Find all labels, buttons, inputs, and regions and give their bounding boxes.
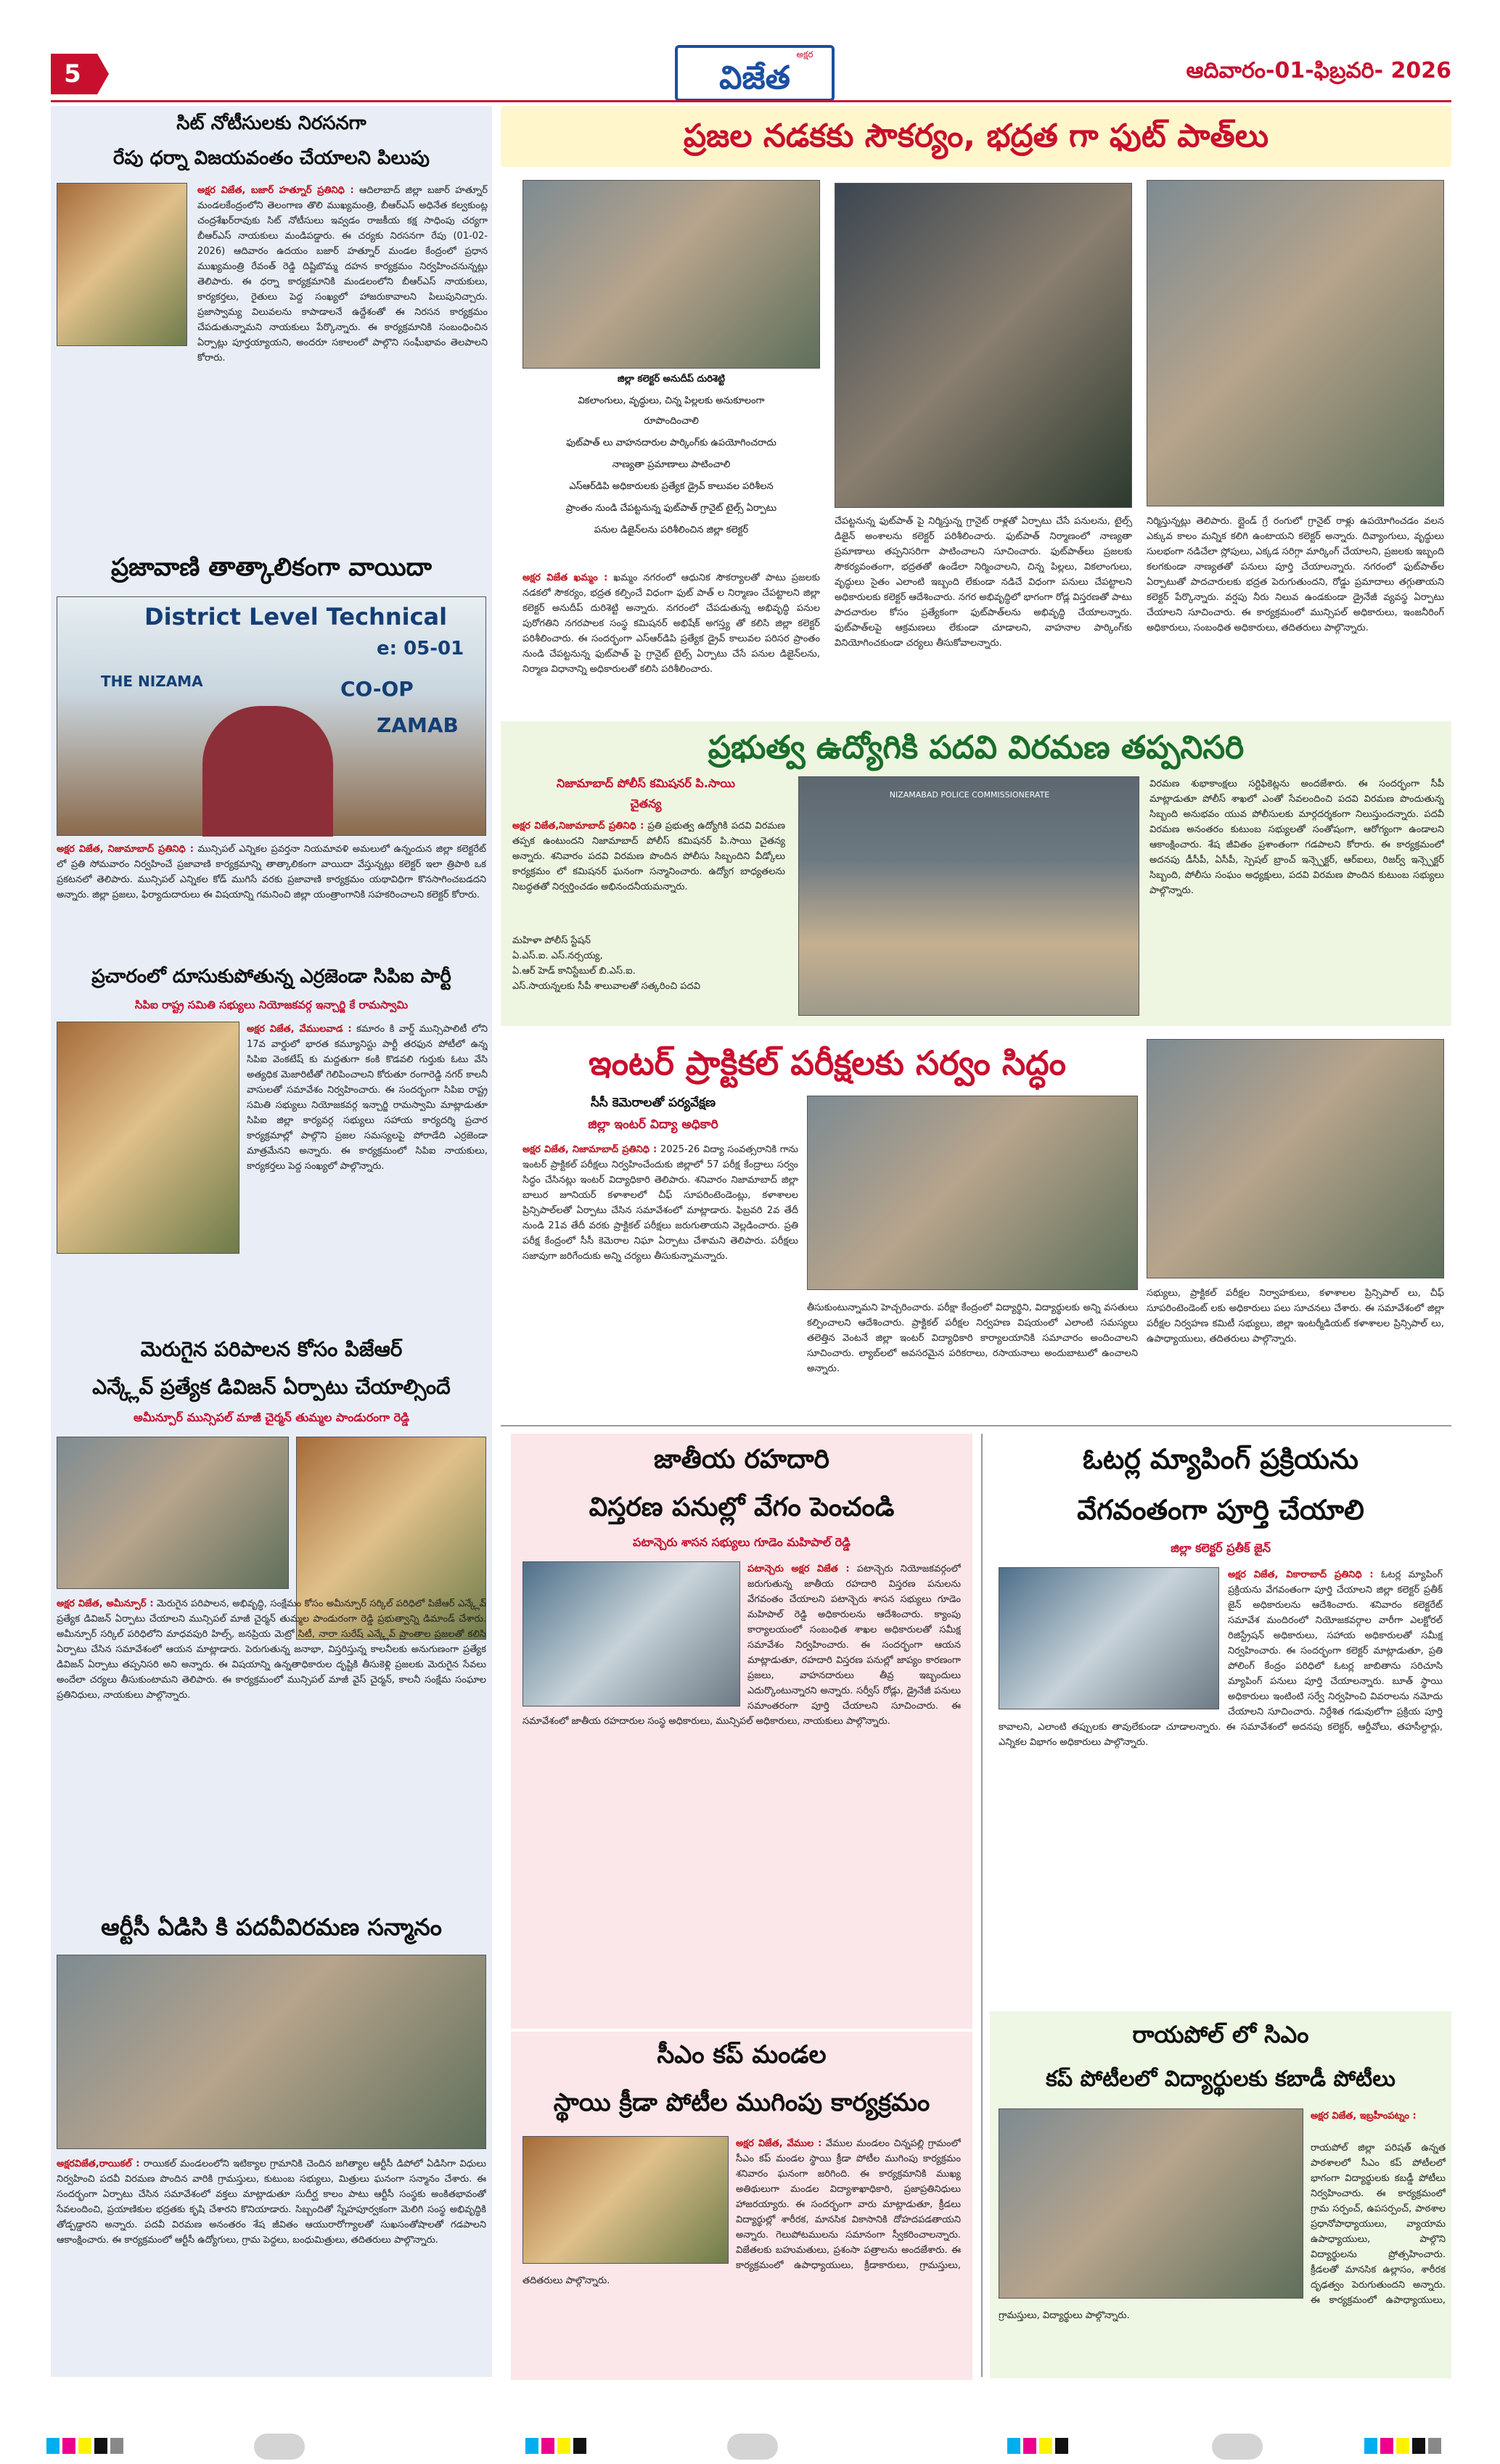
- cmyk-yellow: [1396, 2438, 1409, 2454]
- a4-text: [57, 1596, 486, 1901]
- masthead-rule: [51, 100, 1451, 102]
- footer-marks-4: [1364, 2438, 1466, 2457]
- a4-photo-1: [57, 1437, 289, 1589]
- kabaddi-text: [999, 2140, 1446, 2373]
- cmyk-cyan: [525, 2438, 538, 2454]
- cmyk-black: [1055, 2438, 1068, 2454]
- cmyk-cyan: [1364, 2438, 1377, 2454]
- cmcup-text: [522, 2136, 961, 2375]
- a2-photo-banner-5: ZAMAB: [377, 713, 459, 737]
- a2-photo-banner-2: e: 05-01: [377, 638, 464, 660]
- retire-text-1: [512, 818, 785, 927]
- inter-text-3: [1147, 1286, 1444, 1418]
- page-number: 5: [64, 59, 81, 89]
- footpath-caption-6: ఎస్‌ఆర్‌డిపి అధికారులకు ప్రత్యేక డ్రైవ్ కాలువల పరిశీలన: [569, 481, 774, 492]
- a1-title-2: రేపు ధర్నా విజయవంతం చేయాలని పిలుపు: [113, 147, 430, 169]
- highway-photo-spacer: [522, 1561, 747, 1711]
- inter-body-2: తీసుకుంటున్నామని హెచ్చరించారు. పరీక్షా కేంద్రంలో విద్యార్థిని, విద్యార్థులకు అన్ని వసతులు కల్పించాలని ఆదేశించారు. ప్రాక్టికల్ పరీక్షల నిర్వహణ విషయంలో ఎలాంటి సమస్యలు తలెత్తిన వెంటనే జిల్లా ఇంటర్ విద్యాధికారి కార్యాలయానికి సమాచారం అందించాలని సూచించారు. ల్యాబ్‌లలో అవసరమైన పరికరాలు, రసాయనాలు అందుబాటులో ఉంచాలని అన్నారు.: [807, 1302, 1138, 1374]
- a3-text: [247, 1022, 488, 1326]
- cmyk-black: [94, 2438, 107, 2454]
- inter-text-1: [522, 1142, 798, 1418]
- a2-title: ప్రజావాణి తాత్కాలికంగా వాయిదా: [110, 553, 432, 582]
- cmyk-magenta: [1380, 2438, 1393, 2454]
- a5-body: రాయికల్ మండలంలోని ఇటిక్యాల గ్రామానికి చెందిన జగిత్యాల ఆర్టీసీ డిపోలో ఏడిసిగా విధులు నిర్వహించి పదవీ విరమణ పొందిన వారికి గ్రామస్తులు, కుటుంబ సభ్యులు, మిత్రులు ఘనంగా సన్మానం చేశారు. ఈ సందర్భంగా ఏర్పాటు చేసిన సమావేశంలో వక్తలు మాట్లాడుతూ సుదీర్ఘ కాలం పాటు ఆర్టీసీ సంస్థకు అంకితభావంతో సేవలందించి, ప్రయాణికుల భద్రతకు కృషి చేశారని కొనియాడారు. సిబ్బందితో స్నేహపూర్వకంగా మెలిగి సంస్థ అభివృద్ధికి తోడ్పడ్డారని అన్నారు. పదవీ విరమణ అనంతరం శేష జీవితం ఆయురారోగ్యాలతో సుఖసంతోషాలతో గడపాలని ఆకాంక్షించారు. ఈ కార్యక్రమంలో ఆర్టీసీ ఉద్యోగులు, గ్రామ పెద్దలు, బంధుమిత్రులు, తదితరులు పాల్గొన్నారు.: [57, 2159, 486, 2246]
- cmcup-body: వేముల మండలం చిన్నపల్లి గ్రామంలో సీఎం కప్ మండల స్థాయి క్రీడా పోటీల ముగింపు కార్యక్రమం శనివారం ఘనంగా జరిగింది. ఈ కార్యక్రమానికి ముఖ్య అతిథులుగా మండల విద్యాశాఖాధికారి, ప్రజాప్రతినిధులు హాజరయ్యారు. ఈ సందర్భంగా వారు మాట్లాడుతూ, క్రీడలు విద్యార్థుల్లో శారీరక, మానసిక వికాసానికి దోహదపడతాయని అన్నారు. గెలుపోటములను సమానంగా స్వీకరించాలన్నారు. విజేతలకు బహుమతులు, ప్రశంసా పత్రాలను అందజేశారు. ఈ కార్యక్రమంలో ఉపాధ్యాయులు, క్రీడాకారులు, గ్రామస్తులు, తదితరులు పాల్గొన్నారు.: [522, 2138, 961, 2286]
- inter-rule: [501, 1425, 1451, 1426]
- a3-body: కమారం కి వార్డ్ మున్సిపాలిటీ లోని 17వ వార్డులో భారత కమ్యూనిస్టు పార్టీ తరఫున పోటీలో ఉన్న సిపిఐ వెంకటేష్ కు మద్దతుగా కంకి కొడవలి గుర్తుకు ఓటు వేసి అత్యధిక మెజారిటీతో గెలిపించాలని కోరుతూ రంగారెడ్డి నగర్ కాలనీ వాసులతో సమావేశం నిర్వహించారు. ఈ సందర్భంగా సిపిఐ రాష్ట్ర సమితి సభ్యులు నియోజకవర్గ ఇన్చార్జి రామస్వామి మాట్లాడుతూ సిపిఐ జిల్లా కార్యవర్గ సభ్యులు సహాయ కార్యదర్శి ప్రచార కార్యక్రమాల్లో పాల్గొని ప్రజల సమస్యలపై పోరాడేది ఎర్రజెండా మాత్రమేనని అన్నారు. ఈ కార్యక్రమంలో సిపిఐ నాయకులు, కార్యకర్తలు పెద్ద సంఖ్యలో పాల్గొన్నారు.: [247, 1024, 488, 1172]
- a2-photo: [57, 596, 486, 836]
- footpath-body-3: నిర్మిస్తున్నట్లు తెలిపారు. బ్లైండ్ గ్రే రంగులో గ్రానైట్ రాళ్లు ఉపయోగించడం వలన ఎక్కువ కాలం మన్నిక కలిగి ఉంటాయని కలెక్టర్ అన్నారు. దివ్యాంగులు, వృద్ధులు సులభంగా నడిచేలా స్లోపులు, ఎక్కడ సరిగ్గా మార్కింగ్ చేయాలని, ప్రజలకు ఇబ్బంది కలగకుండా నాణ్యతతో పనులు పూర్తి చేయాలన్నారు. నగరంలో ఫుట్‌పాత్‌ల ఏర్పాటుతో పాదచారులకు భద్రత పెరుగుతుందని, రోడ్డు ప్రమాదాలు తగ్గుతాయని కలెక్టర్ పేర్కొన్నారు. వర్షపు నీరు నిలువ ఉండకుండా డ్రైనేజీ వ్యవస్థ ఏర్పాటు చేయాలని సూచించారు. ఈ కార్యక్రమంలో మున్సిపల్ అధికారులు, ఇంజనీరింగ్ అధికారులు, సంబంధిత అధికారులు, తదితరులు పాల్గొన్నారు.: [1147, 516, 1444, 633]
- footpath-captions: [522, 371, 820, 567]
- register-mark-3: [1212, 2434, 1263, 2460]
- retire-names: మహిళా పోలీస్ స్టేషన్ ఏ.ఎస్.ఐ. ఎస్.నర్సయ్య, ఏ.ఆర్ హెడ్ కానిస్టేబుల్ బి.ఎస్.ఐ. ఎస్.సాయన్నలకు సీపీ శాలువాలతో సత్కరించి పదవి: [512, 935, 700, 992]
- voters-title-1: ఓటర్ల మ్యాపింగ్ ప్రక్రియను: [1083, 1443, 1358, 1475]
- masthead-logo: [675, 45, 835, 102]
- footpath-byline: అక్షర విజేత ఖమ్మం :: [522, 572, 608, 583]
- footpath-caption-3: రూపొందించాలి: [644, 416, 699, 427]
- retire-subtitle-1: నిజామాబాద్ పోలీస్ కమిషనర్ పి.సాయి: [557, 776, 735, 790]
- masthead-date: ఆదివారం-01-ఫిబ్రవరి- 2026: [1186, 58, 1451, 83]
- inter-title: ఇంటర్ ప్రాక్టికల్ పరీక్షలకు సర్వం సిద్ధం: [589, 1043, 1066, 1083]
- a5-text: [57, 2156, 486, 2374]
- register-mark-1: [254, 2434, 305, 2460]
- voters-text: [999, 1567, 1443, 2003]
- a1-byline: అక్షర విజేత, బజార్ హత్నూర్ ప్రతినిధి :: [197, 185, 354, 196]
- footer-marks-2: [525, 2438, 627, 2457]
- footpath-photo-1: [522, 180, 820, 369]
- footpath-text-1: [522, 570, 820, 715]
- inter-photo-2: [1147, 1039, 1444, 1278]
- register-mark-2: [727, 2434, 778, 2460]
- inter-photo-1: [807, 1096, 1138, 1290]
- voters-title-2: వేగవంతంగా పూర్తి చేయాలి: [1077, 1494, 1364, 1526]
- a2-photo-banner-3: THE NIZAMA: [101, 673, 203, 690]
- voters-byline: అక్షర విజేత, వికారాబాద్ ప్రతినిధి :: [1228, 1569, 1374, 1580]
- highway-subtitle: పటాన్చెరు శాసన సభ్యులు గూడెం మహిపాల్ రెడ్డి: [633, 1535, 851, 1549]
- retire-body-1: ప్రతి ప్రభుత్వ ఉద్యోగికి పదవి విరమణ తప్పక ఉంటుందని నిజామాబాద్ పోలీస్ కమిషనర్ పి.సాయి చైతన్య అన్నారు. శనివారం పదవి విరమణ పొందిన పోలీసు సిబ్బందిని వీడ్కోలు కార్యక్రమం లో కమిషనర్ ఘనంగా సన్మానించారు. ఉద్యోగ బాధ్యతలను నిబద్ధతతో నిర్వర్తించడం అభినందనీయమన్నారు.: [512, 821, 785, 892]
- voters-body: ఓటర్ల మ్యాపింగ్ ప్రక్రియను వేగవంతంగా పూర్తి చేయాలని జిల్లా కలెక్టర్ ప్రతీక్ జైన్ అధికారులను ఆదేశించారు. శనివారం కలెక్టరేట్ సమావేశ మందిరంలో నియోజకవర్గాల వారీగా ఎలక్టోరల్ రిజిస్ట్రేషన్ అధికారులు, సహాయ అధికారులతో సమీక్ష నిర్వహించారు. ఈ సందర్భంగా కలెక్టర్ మాట్లాడుతూ, ప్రతి పోలింగ్ కేంద్రం పరిధిలో ఓటర్ల జాబితాను సరిచూసి మ్యాపింగ్ పనులు పూర్తి చేయాలన్నారు. బూత్ స్థాయి అధికారులు ఇంటింటి సర్వే నిర్వహించి వివరాలను నమోదు చేయాలని సూచించారు. నిర్దేశిత గడువులోగా ప్రక్రియ పూర్తి కావాలని, ఎలాంటి తప్పులకు తావులేకుండా చూడాలన్నారు. ఈ సమావేశంలో అదనపు కలెక్టర్, ఆర్డీవోలు, తహసీల్దార్లు, ఎన్నికల విభాగం అధికారులు పాల్గొన్నారు.: [999, 1569, 1443, 1748]
- retire-text-2: [1149, 776, 1444, 1022]
- a4-byline: అక్షర విజేత, అమీన్పూర్ :: [57, 1598, 154, 1609]
- a2-photo-banner-1: District Level Technical: [144, 603, 448, 631]
- cmyk-magenta: [62, 2438, 75, 2454]
- a1-photo: [57, 183, 187, 346]
- a2-photo-banner-4: CO-OP: [340, 677, 414, 701]
- cmyk-yellow: [1039, 2438, 1052, 2454]
- a3-title: ప్రచారంలో దూసుకుపోతున్న ఎర్రజెండా సిపిఐ పార్టీ: [91, 966, 451, 987]
- cmyk-gray: [1428, 2438, 1441, 2454]
- footer-marks-3: [1007, 2438, 1109, 2457]
- highway-text: [522, 1561, 961, 2019]
- footpath-caption-5: నాణ్యతా ప్రమాణాలు పాటించాలి: [612, 459, 731, 470]
- cmyk-yellow: [78, 2438, 91, 2454]
- a1-body: ఆదిలాబాద్ జిల్లా బజార్ హత్నూర్ మండలకేంద్రంలోని తెలంగాణ తొలి ముఖ్యమంత్రి, బీఆర్ఎస్ అధినేత కల్వకుంట్ల చంద్రశేఖర్‌రావుకు సిట్ నోటీసులు ఇవ్వడం రాజకీయ కక్ష సాధింపు చర్యగా బీఆర్ఎస్ నాయకులు మండిపడ్డారు. ఈ చర్యకు నిరసనగా రేపు (01-02-2026) ఆదివారం ఉదయం బజార్ హత్నూర్ మండల కేంద్రంలో ప్రధాన ముఖ్యమంత్రి రేవంత్ రెడ్డి దిష్టిబొమ్మ దహన కార్యక్రమం నిర్వహించనున్నట్లు తెలిపారు. ఈ ధర్నా కార్యక్రమానికి మండలంలోని బీఆర్ఎస్ నాయకులు, కార్యకర్తలు, రైతులు పెద్ద సంఖ్యలో హాజరుకావాలని పిలుపునిచ్చారు. ప్రజాస్వామ్య విలువలను కాపాడాలనే ఉద్దేశంతో ఈ నిరసన కార్యక్రమం చేపడుతున్నామని నాయకులు పేర్కొన్నారు. ఈ కార్యక్రమానికి సంబంధించిన ఏర్పాట్లు పూర్తయ్యాయని, అందరూ సకాలంలో పాల్గొని సంఘీభావం తెలపాలని కోరారు.: [197, 185, 488, 364]
- cmyk-yellow: [557, 2438, 570, 2454]
- footpath-body-2: చేపట్టనున్న ఫుట్‌పాత్ పై నిర్మిస్తున్న గ్రానైట్ రాళ్లతో ఏర్పాటు చేసే పనులను, టైల్స్ డిజైన్ అంశాలను కలెక్టర్ పరిశీలించారు. ఫుట్‌పాత్ నిర్మాణంలో నాణ్యతా ప్రమాణాలు తప్పనిసరిగా పాటించాలని సూచించారు. ఫుట్‌పాత్‌లు ప్రజలకు సౌకర్యవంతంగా, భద్రతతో ఉండేలా నిర్మించాలని, చిన్న పిల్లలు, వికలాంగులు, వృద్ధులు సైతం ఎలాంటి ఇబ్బంది లేకుండా నడిచే విధంగా పనులు చేపట్టాలని అధికారులకు కలెక్టర్ ఆదేశించారు. నగర అభివృద్ధిలో భాగంగా రోడ్ల విస్తరణతో పాటు పాదచారుల కోసం ప్రత్యేకంగా ఫుట్‌పాత్‌లను అభివృద్ధి చేయాలన్నారు. ఫుట్‌పాత్‌లపై ఆక్రమణలు లేకుండా చూడాలని, వాహనాల పార్కింగ్‌కు వినియోగించకుండా చర్యలు తీసుకోవాలన్నారు.: [835, 516, 1132, 649]
- a2-byline: అక్షర విజేత, నిజామాబాద్ ప్రతినిధి :: [57, 844, 194, 855]
- a4-title-2: ఎన్క్లేవ్ ప్రత్యేక డివిజన్ ఏర్పాటు చేయాల్సిందే: [92, 1375, 451, 1399]
- a4-body: మెరుగైన పరిపాలన, అభివృద్ధి, సంక్షేమం కోసం అమీన్పూర్ సర్కిల్ పరిధిలో పిజేఆర్ ఎన్క్లేవ్ ప్రత్యేక డివిజన్ ఏర్పాటు చేయాలని మున్సిపల్ మాజీ చైర్మన్ తుమ్మల పాండురంగా రెడ్డి ప్రభుత్వాన్ని డిమాండ్ చేశారు. అమీన్పూర్ సర్కిల్ పరిధిలోని మాధవపురి హిల్స్, జనప్రియ మెట్రో సిటీ, నారా సురేష్ ఎన్క్లేవ్ ప్రాంతాల ప్రజలతో కలిసి ఏర్పాటు చేసిన సమావేశంలో ఆయన మాట్లాడారు. పెరుగుతున్న జనాభా, విస్తరిస్తున్న కాలనీలకు అనుగుణంగా ప్రత్యేక డివిజన్ ఏర్పాటు తప్పనిసరి అని అన్నారు. ఈ విషయాన్ని ఉన్నతాధికారుల దృష్టికి తీసుకెళ్లి ప్రజలకు మెరుగైన సేవలు అందేలా చర్యలు తీసుకుంటామని తెలిపారు. ఈ కార్యక్రమంలో మున్సిపల్ మాజీ వైస్ చైర్మన్, కాలనీ సంక్షేమ సంఘాల ప్రతినిధులు, నాయకులు పాల్గొన్నారు.: [57, 1598, 486, 1701]
- cmcup-photo-spacer: [522, 2136, 736, 2268]
- retire-photo-sign: NIZAMABAD POLICE COMMISSIONERATE: [889, 790, 1050, 800]
- highway-title-2: విస్తరణ పనుల్లో వేగం పెంచండి: [589, 1492, 895, 1522]
- footpath-title: ప్రజల నడకకు సౌకర్యం, భద్రత గా ఫుట్ పాత్‌లు: [683, 118, 1269, 155]
- cmyk-cyan: [1007, 2438, 1020, 2454]
- footpath-caption-7: ప్రాంతం నుండి చేపట్టనున్న ఫుట్‌పాత్ గ్రానైట్ టైల్స్ ఏర్పాటు: [565, 503, 777, 514]
- footpath-caption-8: పనుల డిజైన్‌లను పరిశీలించిన జిల్లా కలెక్టర్: [594, 525, 749, 535]
- footpath-photo-2: [835, 183, 1132, 508]
- cmcup-title-2: స్థాయి క్రీడా పోటీల ముగింపు కార్యక్రమం: [553, 2088, 930, 2117]
- inter-byline: అక్షర విజేత, నిజామాబాద్ ప్రతినిధి :: [522, 1144, 657, 1155]
- kabaddi-body: రాయపోల్ జిల్లా పరిషత్ ఉన్నత పాఠశాలలో సీఎం కప్ పోటీలలో భాగంగా విద్యార్థులకు కబడ్డీ పోటీలు నిర్వహించారు. ఈ కార్యక్రమంలో గ్రామ సర్పంచ్, ఉపసర్పంచ్, పాఠశాల ప్రధానోపాధ్యాయులు, వ్యాయామ ఉపాధ్యాయులు, పాల్గొని విద్యార్థులను ప్రోత్సహించారు. క్రీడలతో మానసిక ఉల్లాసం, శారీరక దృఢత్వం పెరుగుతుందని అన్నారు. ఈ కార్యక్రమంలో ఉపాధ్యాయులు, గ్రామస్తులు, విద్యార్థులు పాల్గొన్నారు.: [999, 2143, 1446, 2321]
- cmcup-title-1: సీఎం కప్ మండల: [657, 2040, 827, 2069]
- a1-title-1: సిట్ నోటీసులకు నిరసనగా: [176, 112, 366, 134]
- footpath-caption-1: జిల్లా కలెక్టర్ అనుదీప్ దురిశెట్టి: [617, 374, 726, 385]
- footpath-text-3: [1147, 514, 1444, 715]
- a4-subtitle: అమీన్పూర్ మున్సిపల్ మాజీ చైర్మన్ తుమ్మల పాండురంగా రెడ్డి: [134, 1410, 409, 1424]
- footer-marks-1: [46, 2438, 148, 2457]
- kabaddi-title-2: కప్ పోటీలలో విద్యార్థులకు కబాడీ పోటీలు: [1046, 2066, 1396, 2092]
- retire-byline: అక్షర విజేత,నిజామాబాద్ ప్రతినిధి :: [512, 821, 644, 831]
- highway-body: పటాన్చెరు నియోజకవర్గంలో జరుగుతున్న జాతీయ రహదారి విస్తరణ పనులను వేగవంతం చేయాలని పటాన్చెరు శాసన సభ్యులు గూడెం మహిపాల్ రెడ్డి అధికారులను ఆదేశించారు. క్యాంపు కార్యాలయంలో సంబంధిత శాఖల అధికారులతో సమీక్ష సమావేశం నిర్వహించారు. ఈ సందర్భంగా ఆయన మాట్లాడుతూ, రహదారి విస్తరణ పనుల్లో జాప్యం కారణంగా ప్రజలు, వాహనదారులు తీవ్ర ఇబ్బందులు ఎదుర్కొంటున్నారని అన్నారు. సర్వీస్ రోడ్లు, డ్రైనేజీ పనులు సమాంతరంగా పూర్తి చేయాలని సూచించారు. ఈ సమావేశంలో జాతీయ రహదారుల సంస్థ అధికారులు, మున్సిపల్ అధికారులు, నాయకులు పాల్గొన్నారు.: [522, 1564, 961, 1727]
- footpath-photo-3: [1147, 180, 1444, 506]
- highway-byline: పటాన్చెరు అక్షర విజేత :: [747, 1564, 850, 1574]
- footpath-caption-2: వికలాంగులు, వృద్ధులు, చిన్న పిల్లలకు అనుకూలంగా: [578, 395, 765, 406]
- cmyk-black: [1412, 2438, 1425, 2454]
- a3-subtitle: సిపిఐ రాష్ట్ర సమితి సభ్యులు నియోజకవర్గ ఇన్చార్జి కే రామస్వామి: [134, 998, 409, 1011]
- highway-title-1: జాతీయ రహదారి: [654, 1445, 829, 1474]
- masthead-logo-text: విజేత: [719, 59, 790, 96]
- retire-title: ప్రభుత్వ ఉద్యోగికి పదవి విరమణ తప్పనిసరి: [708, 729, 1245, 766]
- kabaddi-title-1: రాయపోల్ లో సిఎం: [1132, 2021, 1309, 2048]
- footpath-text-2: [835, 514, 1132, 715]
- a2-photo-person: [202, 706, 333, 837]
- cmcup-byline: అక్షర విజేత, వేముల :: [736, 2138, 822, 2149]
- inter-subtitle-1: సీసీ కెమెరాలతో పర్యవేక్షణ: [590, 1096, 716, 1110]
- retire-body-2: విరమణ శుభాకాంక్షలు సర్టిఫికెట్లను అందజేశారు. ఈ సందర్భంగా సీపీ మాట్లాడుతూ పోలీస్ శాఖలో ఎంతో సేవలందించి పదవి విరమణ పొందుతున్న సిబ్బంది అనుభవం యువ పోలీసులకు మార్గదర్శకంగా నిలుస్తుందన్నారు. పదవీ విరమణ అనంతరం కుటుంబ సభ్యులతో సంతోషంగా, ఆరోగ్యంగా ఉండాలని ఆకాంక్షించారు. శేష జీవితం ప్రశాంతంగా గడపాలని కోరారు. ఈ కార్యక్రమంలో అదనపు డీసీపీ, ఏసీపీ, స్పెషల్ బ్రాంచ్ ఇన్స్పెక్టర్, ఆర్ఐలు, రిజర్వ్ ఇన్స్పెక్టర్ సిబ్బంది, పోలీసు సంఘం అధ్యక్షులు, పదవి విరమణ పొందిన కుటుంబ సభ్యులు పాల్గొన్నారు.: [1149, 779, 1444, 896]
- cmyk-black: [573, 2438, 586, 2454]
- inter-subtitle-2: జిల్లా ఇంటర్ విద్యా అధికారి: [588, 1117, 718, 1132]
- a3-photo: [57, 1022, 239, 1254]
- inter-body-1: 2025-26 విద్యా సంవత్సరానికి గాను ఇంటర్ ప్రాక్టికల్ పరీక్షలు నిర్వహించేందుకు జిల్లాలో 57 పరీక్ష కేంద్రాలు సర్వం సిద్ధం చేసినట్లు ఇంటర్ విద్యాధికారి తెలిపారు. శనివారం నిజామాబాద్ జిల్లా బాలుర జూనియర్ కళాశాలలో చీఫ్ సూపరింటెండెంట్లు, కళాశాలల ప్రిన్సిపాల్‌లతో ఏర్పాటు చేసిన సమావేశంలో మాట్లాడారు. ఫిబ్రవరి 2వ తేదీ నుండి 21వ తేదీ వరకు ప్రాక్టికల్ పరీక్షలు జరుగుతాయని వెల్లడించారు. ప్రతి పరీక్ష కేంద్రంలో సీసీ కెమెరాల నిఘా ఏర్పాటు చేశామని తెలిపారు. పరీక్షలు సజావుగా జరిగేందుకు అన్ని చర్యలు తీసుకున్నామన్నారు.: [522, 1144, 798, 1262]
- inter-text-2: [807, 1300, 1138, 1418]
- a2-body: మున్సిపల్ ఎన్నికల ప్రవర్తనా నియమావళి అమలులో ఉన్నందున జిల్లా కలెక్టరేట్ లో ప్రతి సోమవారం నిర్వహించే ప్రజావాణి కార్యక్రమాన్ని తాత్కాలికంగా వాయిదా వేస్తున్నట్లు కలెక్టర్ ఇలా త్రిపాఠి ఒక ప్రకటనలో తెలిపారు. మున్సిపల్ ఎన్నికల కోడ్ ముగిసే వరకు ప్రజావాణి కార్యక్రమం యథావిధిగా కొనసాగించబడదని అన్నారు. జిల్లా ప్రజలు, ఫిర్యాదుదారులు ఈ విషయాన్ని గమనించి జిల్లా యంత్రాంగానికి సహకరించాలని కలెక్టర్ కోరారు.: [57, 844, 486, 900]
- cmyk-gray: [110, 2438, 123, 2454]
- kabaddi-photo-spacer: [999, 2140, 1311, 2301]
- a3-byline: అక్షర విజేత, వేములవాడ :: [247, 1024, 352, 1035]
- footpath-caption-4: ఫుట్‌పాత్ లు వాహనదారుల పార్కింగ్‌కు ఉపయోగించరాదు: [566, 438, 776, 448]
- retire-subtitle-2: చైతన్య: [630, 797, 662, 810]
- voters-subtitle: జిల్లా కలెక్టర్ ప్రతీక్ జైన్: [1171, 1541, 1271, 1555]
- a5-photo: [57, 1955, 486, 2149]
- a4-title-1: మెరుగైన పరిపాలన కోసం పిజేఆర్: [140, 1337, 403, 1361]
- voters-photo-spacer: [999, 1567, 1228, 1714]
- footpath-body-1: ఖమ్మం నగరంలో ఆధునిక సౌకర్యాలతో పాటు ప్రజలకు నడకలో సౌకర్యం, భద్రత కల్పించే విధంగా ఫుట్ పాత్ ల నిర్మాణం చేపట్టాలని జిల్లా కలెక్టర్ అనుదీప్ దురిశెట్టి అన్నారు. నగరంలో చేపడుతున్న అభివృద్ధి పనుల పురోగతిని నగరపాలక సంస్థ కమిషనర్ అభిషేక్ అగస్త్య తో కలిసి జిల్లా కలెక్టర్ పరిశీలించారు. ఈ సందర్భంగా ఎస్‌ఆర్‌డిపి ప్రత్యేక డ్రైవ్ కాలువల పరిసర ప్రాంతం నుండి చేపట్టనున్న ఫుట్‌పాత్ పై గ్రానైట్ టైల్స్ ఏర్పాటు చేసే పనుల డిజైన్‌లను, నిర్మాణ విధానాన్ని అధికారులతో కలిసి పరిశీలించారు.: [522, 572, 820, 675]
- inter-body-3: సభ్యులు, ప్రాక్టికల్ పరీక్షల నిర్వాహకులు, కళాశాలల ప్రిన్సిపాల్ లు, చీఫ్ సూపరింటెండెంట్ లకు అధికారులు పలు సూచనలు చేశారు. ఈ సమావేశంలో జిల్లా పరీక్షల నిర్వహణ కమిటీ సభ్యులు, జిల్లా ఇంటర్మీడియట్ కళాశాలల ప్రిన్సిపాల్ లు, ఉపాధ్యాయులు, తదితరులు పాల్గొన్నారు.: [1147, 1288, 1444, 1344]
- masthead-logo-small: అక్షర: [796, 49, 813, 59]
- a5-title: ఆర్టీసీ ఏడిసి కి పదవీవిరమణ సన్మానం: [101, 1913, 442, 1941]
- bottom-column-rule: [981, 1434, 983, 2377]
- a5-byline: అక్షరవిజేత,రాయికల్ :: [57, 2159, 140, 2169]
- kabaddi-byline: అక్షర విజేత, ఇబ్రహీంపట్నం :: [1311, 2111, 1417, 2122]
- a2-text: [57, 842, 486, 950]
- cmyk-cyan: [46, 2438, 60, 2454]
- cmyk-magenta: [1023, 2438, 1036, 2454]
- cmyk-magenta: [541, 2438, 554, 2454]
- retire-photo: [798, 776, 1139, 1016]
- a1-text: [197, 183, 488, 531]
